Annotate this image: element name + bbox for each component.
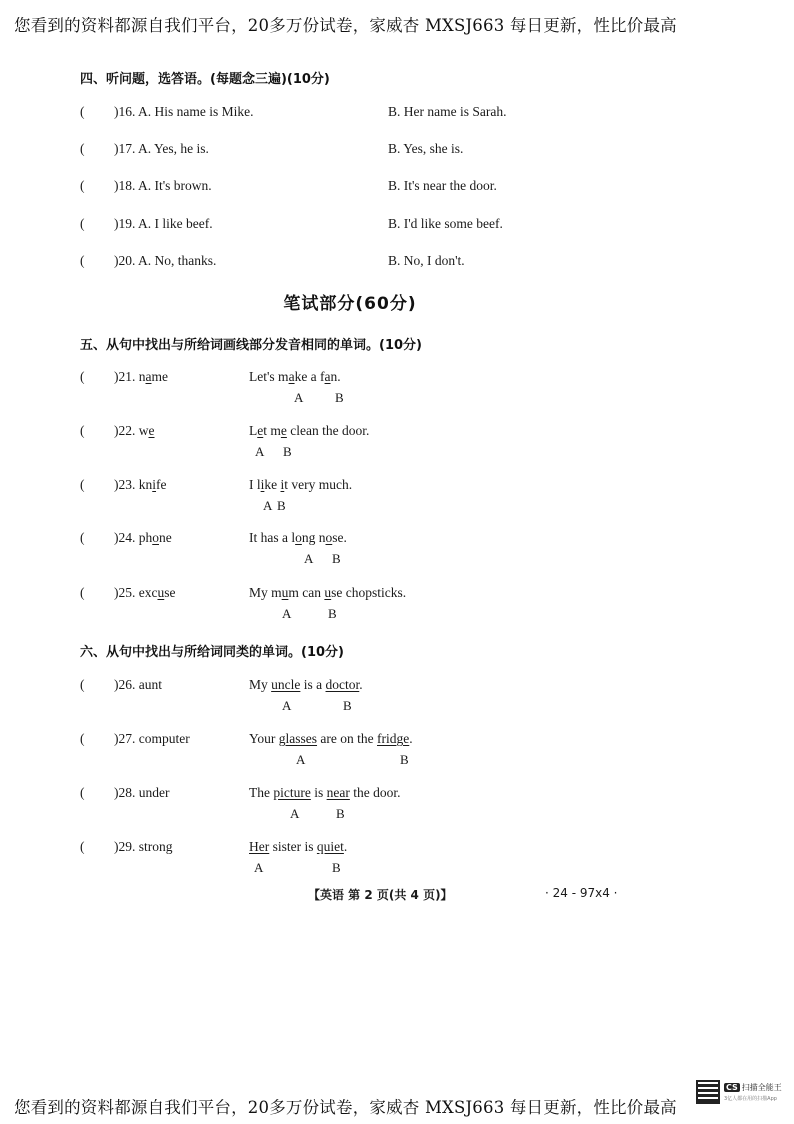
given-word: )27. computer bbox=[114, 731, 190, 746]
given-word: )21. name bbox=[114, 369, 168, 384]
given-word: )24. phone bbox=[114, 530, 172, 545]
label-a: A bbox=[282, 606, 292, 621]
question-26 bbox=[80, 677, 700, 713]
option-a: )18. A. It's brown. bbox=[114, 178, 212, 193]
question-28 bbox=[80, 785, 700, 821]
page-number: 【英语 第 2 页(共 4 页)】 bbox=[308, 888, 453, 902]
answer-blank[interactable]: ( bbox=[80, 477, 85, 492]
question-24 bbox=[80, 530, 700, 566]
sentence: Let me clean the door. bbox=[249, 423, 370, 438]
sentence: My mum can use chopsticks. bbox=[249, 585, 407, 600]
given-word: )25. excuse bbox=[114, 585, 176, 600]
sentence: It has a long nose. bbox=[249, 530, 347, 545]
label-a: A bbox=[296, 752, 306, 767]
label-b: B bbox=[332, 860, 341, 875]
label-a: A bbox=[290, 806, 300, 821]
given-word: )23. knife bbox=[114, 477, 167, 492]
option-b: B. I'd like some beef. bbox=[388, 216, 503, 231]
label-a: A bbox=[255, 444, 265, 459]
question-22 bbox=[80, 423, 700, 459]
question-23 bbox=[80, 477, 700, 513]
question-18 bbox=[80, 178, 700, 198]
label-b: B bbox=[343, 698, 352, 713]
label-b: B bbox=[283, 444, 292, 459]
section-5-header: 五、从句中找出与所给词画线部分发音相同的单词。(10分) bbox=[80, 338, 422, 353]
scanner-logo bbox=[724, 1082, 782, 1102]
option-a: )19. A. I like beef. bbox=[114, 216, 213, 231]
question-20 bbox=[80, 253, 700, 273]
sentence: My uncle is a doctor. bbox=[249, 677, 363, 692]
option-b: B. Her name is Sarah. bbox=[388, 104, 507, 119]
label-a: A bbox=[304, 551, 314, 566]
sentence: The picture is near the door. bbox=[249, 785, 401, 800]
question-25 bbox=[80, 585, 700, 621]
top-banner: 您看到的资料都源自我们平台，20多万份试卷，家威杏 MXSJ663 每日更新，性比价最高 bbox=[14, 16, 677, 35]
label-b: B bbox=[277, 498, 286, 513]
answer-blank[interactable]: ( bbox=[80, 585, 85, 600]
option-b: B. Yes, she is. bbox=[388, 141, 464, 156]
answer-blank[interactable]: ( bbox=[80, 731, 85, 746]
label-b: B bbox=[335, 390, 344, 405]
question-21 bbox=[80, 369, 700, 405]
question-27 bbox=[80, 731, 700, 767]
answer-blank[interactable]: ( bbox=[80, 141, 85, 156]
sentence: Let's make a fan. bbox=[249, 369, 341, 384]
written-part-title: 笔试部分(60分) bbox=[283, 294, 417, 314]
question-19 bbox=[80, 216, 700, 236]
answer-blank[interactable]: ( bbox=[80, 839, 85, 854]
answer-blank[interactable]: ( bbox=[80, 530, 85, 545]
option-a: )16. A. His name is Mike. bbox=[114, 104, 254, 119]
given-word: )29. strong bbox=[114, 839, 173, 854]
label-b: B bbox=[332, 551, 341, 566]
given-word: )28. under bbox=[114, 785, 170, 800]
sentence: Your glasses are on the fridge. bbox=[249, 731, 413, 746]
option-b: B. It's near the door. bbox=[388, 178, 497, 193]
exam-code: · 24 - 97x4 · bbox=[545, 886, 618, 900]
answer-blank[interactable]: ( bbox=[80, 423, 85, 438]
page-footer bbox=[0, 886, 700, 906]
scanner-tagline: 3亿人都在用的扫描App bbox=[724, 1096, 777, 1102]
scanner-brand: 扫描全能王 bbox=[741, 1083, 782, 1092]
question-16 bbox=[80, 104, 700, 124]
label-a: A bbox=[294, 390, 304, 405]
answer-blank[interactable]: ( bbox=[80, 178, 85, 193]
option-a: )20. A. No, thanks. bbox=[114, 253, 217, 268]
sentence: Her sister is quiet. bbox=[249, 839, 348, 854]
option-a: )17. A. Yes, he is. bbox=[114, 141, 209, 156]
question-17 bbox=[80, 141, 700, 161]
bottom-banner: 您看到的资料都源自我们平台，20多万份试卷，家威杏 MXSJ663 每日更新，性比价最高 bbox=[14, 1098, 677, 1117]
qr-code-icon bbox=[696, 1080, 720, 1104]
given-word: )22. we bbox=[114, 423, 155, 438]
label-b: B bbox=[336, 806, 345, 821]
section-6-header: 六、从句中找出与所给词同类的单词。(10分) bbox=[80, 645, 344, 660]
section-4-header: 四、听问题，选答语。(每题念三遍)(10分) bbox=[80, 72, 330, 87]
label-b: B bbox=[328, 606, 337, 621]
answer-blank[interactable]: ( bbox=[80, 369, 85, 384]
answer-blank[interactable]: ( bbox=[80, 104, 85, 119]
option-b: B. No, I don't. bbox=[388, 253, 465, 268]
given-word: )26. aunt bbox=[114, 677, 162, 692]
label-a: A bbox=[263, 498, 273, 513]
label-a: A bbox=[254, 860, 264, 875]
camscanner-icon: CS bbox=[726, 1083, 738, 1092]
question-29 bbox=[80, 839, 700, 875]
label-b: B bbox=[400, 752, 409, 767]
label-a: A bbox=[282, 698, 292, 713]
sentence: I like it very much. bbox=[249, 477, 353, 492]
answer-blank[interactable]: ( bbox=[80, 677, 85, 692]
answer-blank[interactable]: ( bbox=[80, 216, 85, 231]
answer-blank[interactable]: ( bbox=[80, 785, 85, 800]
answer-blank[interactable]: ( bbox=[80, 253, 85, 268]
